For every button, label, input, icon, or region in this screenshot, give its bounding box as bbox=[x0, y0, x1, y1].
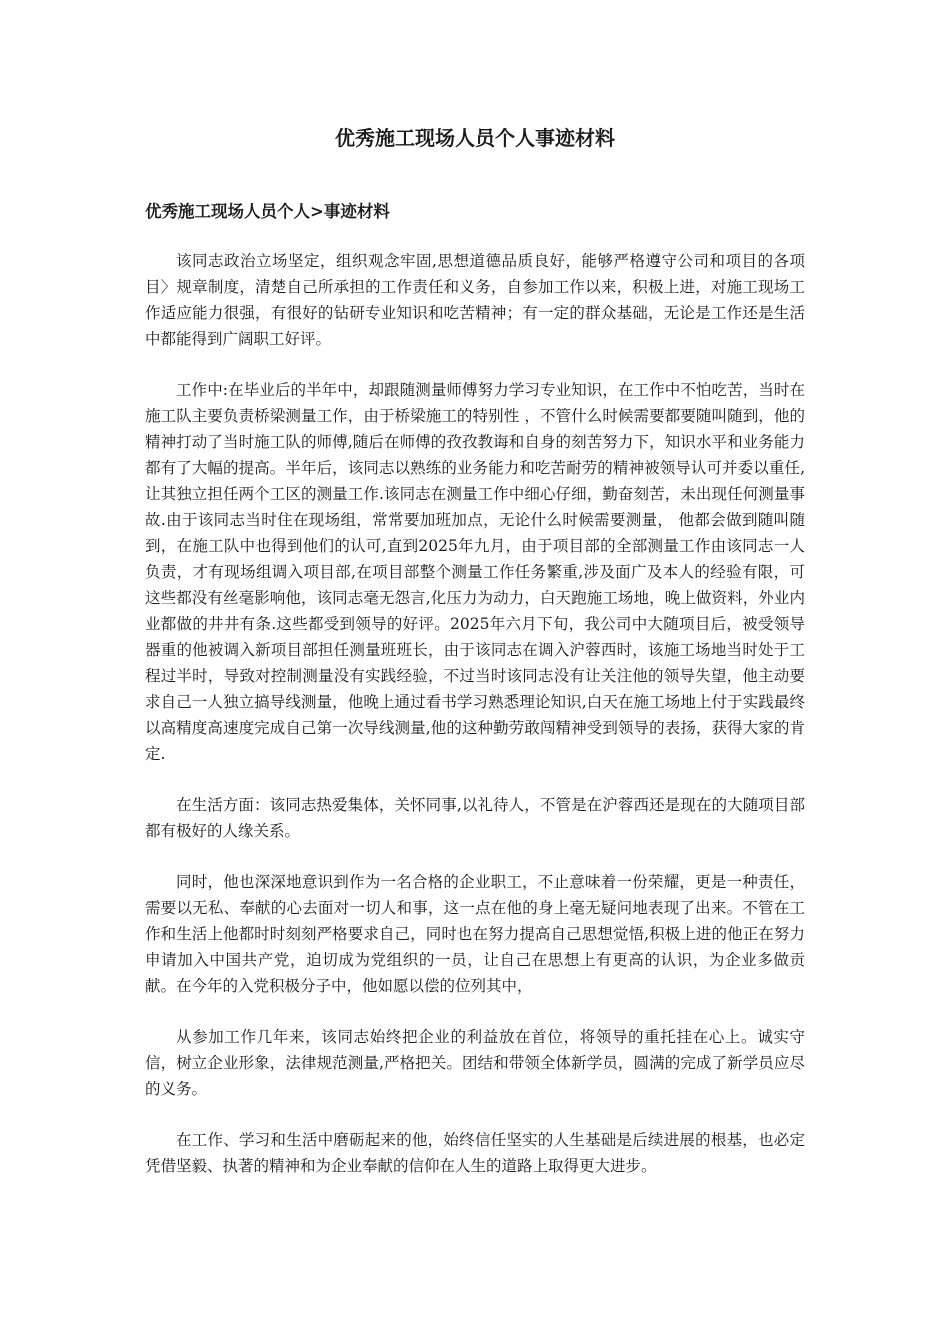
document-title: 优秀施工现场人员个人事迹材料 bbox=[335, 126, 615, 150]
paragraph-conclusion: 在工作、学习和生活中磨砺起来的他，始终信任坚实的人生基础是后续进展的根基，也必定凭借坚毅、执著的精神和为企业奉献的信仰在人生的道路上取得更大进步。 bbox=[145, 1131, 805, 1175]
section-heading: 优秀施工现场人员个人>事迹材料 bbox=[145, 202, 390, 221]
paragraph-life: 在生活方面：该同志热爱集体，关怀同事,以礼待人，不管是在沪蓉西还是现在的大随项目部都有极好的人缘关系。 bbox=[145, 796, 805, 840]
paragraph-political-stance: 该同志政治立场坚定，组织观念牢固,思想道德品质良好，能够严格遵守公司和项目的各项目〉规章制度，清楚自己所承担的工作责任和义务，自参加工作以来，积极上进，对施工现场工作适应能力很强，有很好的钻研专业知识和吃苦精神；有一定的群众基础，无论是工作还是生活中都能得到广阔职工好评。 bbox=[145, 252, 805, 348]
paragraph-company-interest: 从参加工作几年来，该同志始终把企业的利益放在首位，将领导的重托挂在心上。诚实守信，树立企业形象，法律规范测量,严格把关。团结和带领全体新学员，圆满的完成了新学员应尽的义务。 bbox=[145, 1028, 805, 1098]
paragraph-work: 工作中:在毕业后的半年中，却跟随测量师傅努力学习专业知识，在工作中不怕吃苦，当时在施工队主要负责桥梁测量工作，由于桥梁施工的特别性 ，不管什么时候需要都要随叫随到，他的精神打动了当时施工队的师傅,随后在师傅的孜孜教诲和自身的刻苦努力下，知识水平和业务能力都有了大幅的提高。半年后，该同志以熟练的业务能力和吃苦耐劳的精神被领导认可并委以重任,让其独立担任两个工区的测量工作.该同志在测量工作中细心仔细，勤奋刻苦，未出现任何测量事故.由于该同志当时住在现场组，常常要加班加点，无论什么时候需要测量， 他都会做到随叫随到，在施工队中也得到他们的认可,直到2025年九月，由于项目部的全部测量工作由该同志一人负责，才有现场组调入项目部,在项目部整个测量工作任务繁重,涉及面广及本人的经验有限，可这些都没有丝毫影响他，该同志毫无怨言,化压力为动力，白天跑施工场地，晚上做资料，外业内业都做的井井有条.这些都受到领导的好评。2025年六月下旬，我公司中大随项目后，被受领导器重的他被调入新项目部担任测量班班长，由于该同志在调入沪蓉西时，该施工场地当时处于工程过半时，导致对控制测量没有实践经验，不过当时该同志没有让关注他的领导失望，他主动要求自己一人独立搞导线测量，他晚上通过看书学习熟悉理论知识,白天在施工场地上付于实践最终以高精度高速度完成自己第一次导线测量,他的这种勤劳敢闯精神受到领导的表扬，获得大家的肯定. bbox=[145, 381, 805, 763]
document-body bbox=[145, 248, 805, 1204]
paragraph-responsibility: 同时，他也深深地意识到作为一名合格的企业职工，不止意味着一份荣耀，更是一种责任，需要以无私、奉献的心去面对一切人和事，这一点在他的身上毫无疑问地表现了出来。不管在工作和生活上他都时时刻刻严格要求自己，同时也在努力提高自己思想觉悟,积极上进的他正在努力申请加入中国共产党，迫切成为党组织的一员，让自己在思想上有更高的认识，为企业多做贡献。在今年的入党积极分子中，他如愿以偿的位列其中， bbox=[145, 873, 805, 995]
